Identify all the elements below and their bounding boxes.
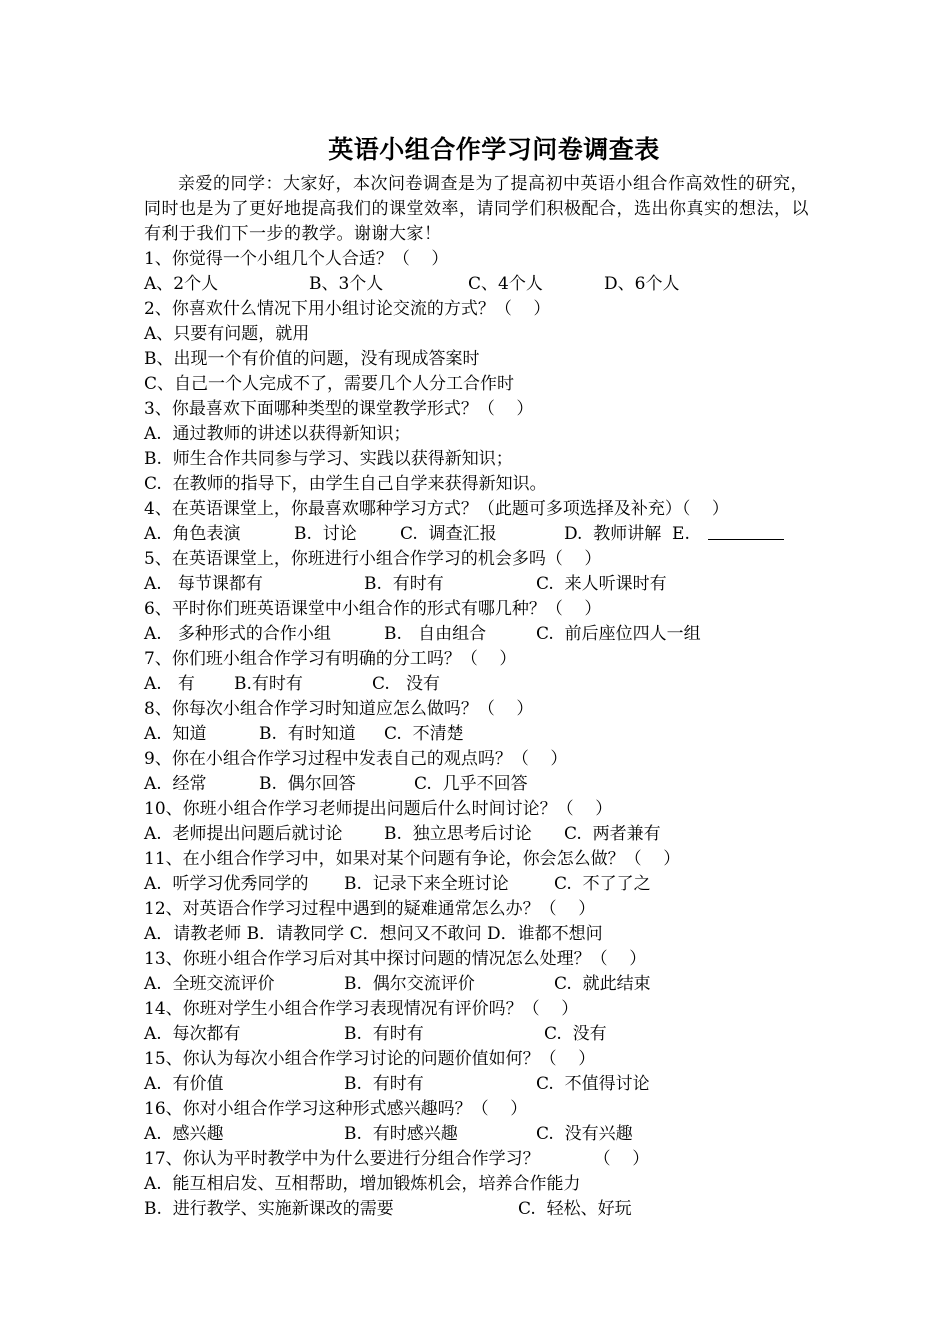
option-text: B. 有时有 bbox=[344, 1024, 424, 1044]
question-15: 15、你认为每次小组合作学习讨论的问题价值如何？（ ） bbox=[144, 1049, 596, 1069]
option-text: C. 两者兼有 bbox=[564, 824, 661, 844]
option-text: B. 有时有 bbox=[364, 574, 444, 594]
option-text: C. 没有 bbox=[544, 1024, 607, 1044]
option-text: B. 独立思考后讨论 bbox=[384, 824, 532, 844]
question-17-options bbox=[144, 1197, 814, 1222]
option-text: B. 有时有 bbox=[344, 1074, 424, 1094]
option-text: C. 前后座位四人一组 bbox=[536, 624, 701, 644]
option-text: B. 记录下来全班讨论 bbox=[344, 874, 509, 894]
question-10: 10、你班小组合作学习老师提出问题后什么时间讨论？（ ） bbox=[144, 799, 613, 819]
option-text: A. 角色表演 bbox=[144, 524, 241, 544]
question-3: 3、你最喜欢下面哪种类型的课堂教学形式？（ ） bbox=[144, 399, 534, 419]
question-10-options bbox=[144, 822, 814, 847]
question-8-options bbox=[144, 722, 814, 747]
question-4-options bbox=[144, 522, 814, 547]
question-6: 6、平时你们班英语课堂中小组合作的形式有哪几种？（ ） bbox=[144, 599, 602, 619]
option-text: B、3个人 bbox=[309, 274, 384, 294]
option-text: A. 经常 bbox=[144, 774, 207, 794]
option-text: B. 师生合作共同参与学习、实践以获得新知识； bbox=[144, 449, 513, 469]
option-text: B. 偶尔交流评价 bbox=[344, 974, 475, 994]
question-14: 14、你班对学生小组合作学习表现情况有评价吗？（ ） bbox=[144, 999, 579, 1019]
question-9-options bbox=[144, 772, 814, 797]
question-9: 9、你在小组合作学习过程中发表自己的观点吗？（ ） bbox=[144, 749, 568, 769]
question-7: 7、你们班小组合作学习有明确的分工吗？（ ） bbox=[144, 649, 517, 669]
option-text: C. 不了了之 bbox=[554, 874, 651, 894]
question-5-options bbox=[144, 572, 814, 597]
option-text: A. 每次都有 bbox=[144, 1024, 241, 1044]
option-text: A. 知道 bbox=[144, 724, 207, 744]
question-2-options bbox=[144, 322, 814, 347]
question-2-options bbox=[144, 347, 814, 372]
option-text: C. 几乎不回答 bbox=[414, 774, 528, 794]
option-text: A. 有价值 bbox=[144, 1074, 224, 1094]
option-text: C、4个人 bbox=[468, 274, 543, 294]
question-6-options bbox=[144, 622, 814, 647]
option-text: A. 老师提出问题后就讨论 bbox=[144, 824, 343, 844]
option-text: C. 没有 bbox=[372, 674, 441, 694]
question-1: 1、你觉得一个小组几个人合适？（ ） bbox=[144, 249, 449, 269]
option-text: B. 有时知道 bbox=[259, 724, 356, 744]
document-title: 英语小组合作学习问卷调查表 bbox=[328, 135, 660, 164]
option-text: C. 没有兴趣 bbox=[536, 1124, 633, 1144]
intro-paragraph: 亲爱的同学：大家好，本次问卷调查是为了提高初中英语小组合作高效性的研究，同时也是为了更好地提高我们的课堂效率，请同学们积极配合，选出你真实的想法，以有利于我们下一步的教学。谢谢大家！ bbox=[144, 174, 809, 244]
option-text: C、自己一个人完成不了，需要几个人分工合作时 bbox=[144, 374, 515, 394]
question-5: 5、在英语课堂上，你班进行小组合作学习的机会多吗（ ） bbox=[144, 549, 602, 569]
option-text: A. 能互相启发、互相帮助，增加锻炼机会，培养合作能力 bbox=[144, 1174, 581, 1194]
question-13: 13、你班小组合作学习后对其中探讨问题的情况怎么处理？（ ） bbox=[144, 949, 647, 969]
question-12-options bbox=[144, 922, 814, 947]
question-list bbox=[144, 247, 814, 1222]
question-3-options bbox=[144, 422, 814, 447]
option-text: A、2个人 bbox=[144, 274, 219, 294]
question-11-options bbox=[144, 872, 814, 897]
question-7-options bbox=[144, 672, 814, 697]
option-text: A. 通过教师的讲述以获得新知识； bbox=[144, 424, 411, 444]
question-2: 2、你喜欢什么情况下用小组讨论交流的方式？（ ） bbox=[144, 299, 551, 319]
question-8: 8、你每次小组合作学习时知道应怎么做吗？（ ） bbox=[144, 699, 534, 719]
option-text: B. 进行教学、实施新课改的需要 bbox=[144, 1199, 394, 1219]
questionnaire-page bbox=[144, 130, 814, 1222]
option-text: C. 在教师的指导下，由学生自己自学来获得新知识。 bbox=[144, 474, 547, 494]
option-text: D. 教师讲解 E. bbox=[564, 524, 690, 544]
option-text: C. 调查汇报 bbox=[400, 524, 497, 544]
question-1-options bbox=[144, 272, 814, 297]
question-4: 4、在英语课堂上，你最喜欢哪种学习方式？（此题可多项选择及补充）（ ） bbox=[144, 499, 729, 519]
option-text: C. 轻松、好玩 bbox=[518, 1199, 632, 1219]
option-text: A．请教老师 B．请教同学 C．想问又不敢问 D．谁都不想问 bbox=[144, 924, 603, 944]
question-15-options bbox=[144, 1072, 814, 1097]
question-14-options bbox=[144, 1022, 814, 1047]
question-11: 11、在小组合作学习中，如果对某个问题有争论，你会怎么做？（ ） bbox=[144, 849, 681, 869]
question-17: 17、你认为平时教学中为什么要进行分组合作学习？ （ ） bbox=[144, 1149, 650, 1169]
question-3-options bbox=[144, 472, 814, 497]
option-text: B. 讨论 bbox=[294, 524, 357, 544]
option-text: B、出现一个有价值的问题，没有现成答案时 bbox=[144, 349, 480, 369]
option-text: B.有时有 bbox=[234, 674, 303, 694]
fill-in-blank[interactable] bbox=[708, 522, 784, 540]
question-16-options bbox=[144, 1122, 814, 1147]
question-13-options bbox=[144, 972, 814, 997]
option-text: B. 自由组合 bbox=[384, 624, 487, 644]
option-text: A. 每节课都有 bbox=[144, 574, 263, 594]
option-text: B. 偶尔回答 bbox=[259, 774, 356, 794]
option-text: A. 多种形式的合作小组 bbox=[144, 624, 331, 644]
question-16: 16、你对小组合作学习这种形式感兴趣吗？（ ） bbox=[144, 1099, 528, 1119]
option-text: B. 有时感兴趣 bbox=[344, 1124, 458, 1144]
option-text: A. 全班交流评价 bbox=[144, 974, 275, 994]
question-2-options bbox=[144, 372, 814, 397]
option-text: A. 有 bbox=[144, 674, 195, 694]
option-text: A、只要有问题，就用 bbox=[144, 324, 310, 344]
option-text: C. 来人听课时有 bbox=[536, 574, 667, 594]
option-text: C. 不值得讨论 bbox=[536, 1074, 650, 1094]
option-text: A. 感兴趣 bbox=[144, 1124, 224, 1144]
option-text: C. 就此结束 bbox=[554, 974, 651, 994]
question-12: 12、对英语合作学习过程中遇到的疑难通常怎么办？（ ） bbox=[144, 899, 596, 919]
question-17-options bbox=[144, 1172, 814, 1197]
option-text: D、6个人 bbox=[604, 274, 680, 294]
option-text: A. 听学习优秀同学的 bbox=[144, 874, 309, 894]
option-text: C. 不清楚 bbox=[384, 724, 464, 744]
question-3-options bbox=[144, 447, 814, 472]
